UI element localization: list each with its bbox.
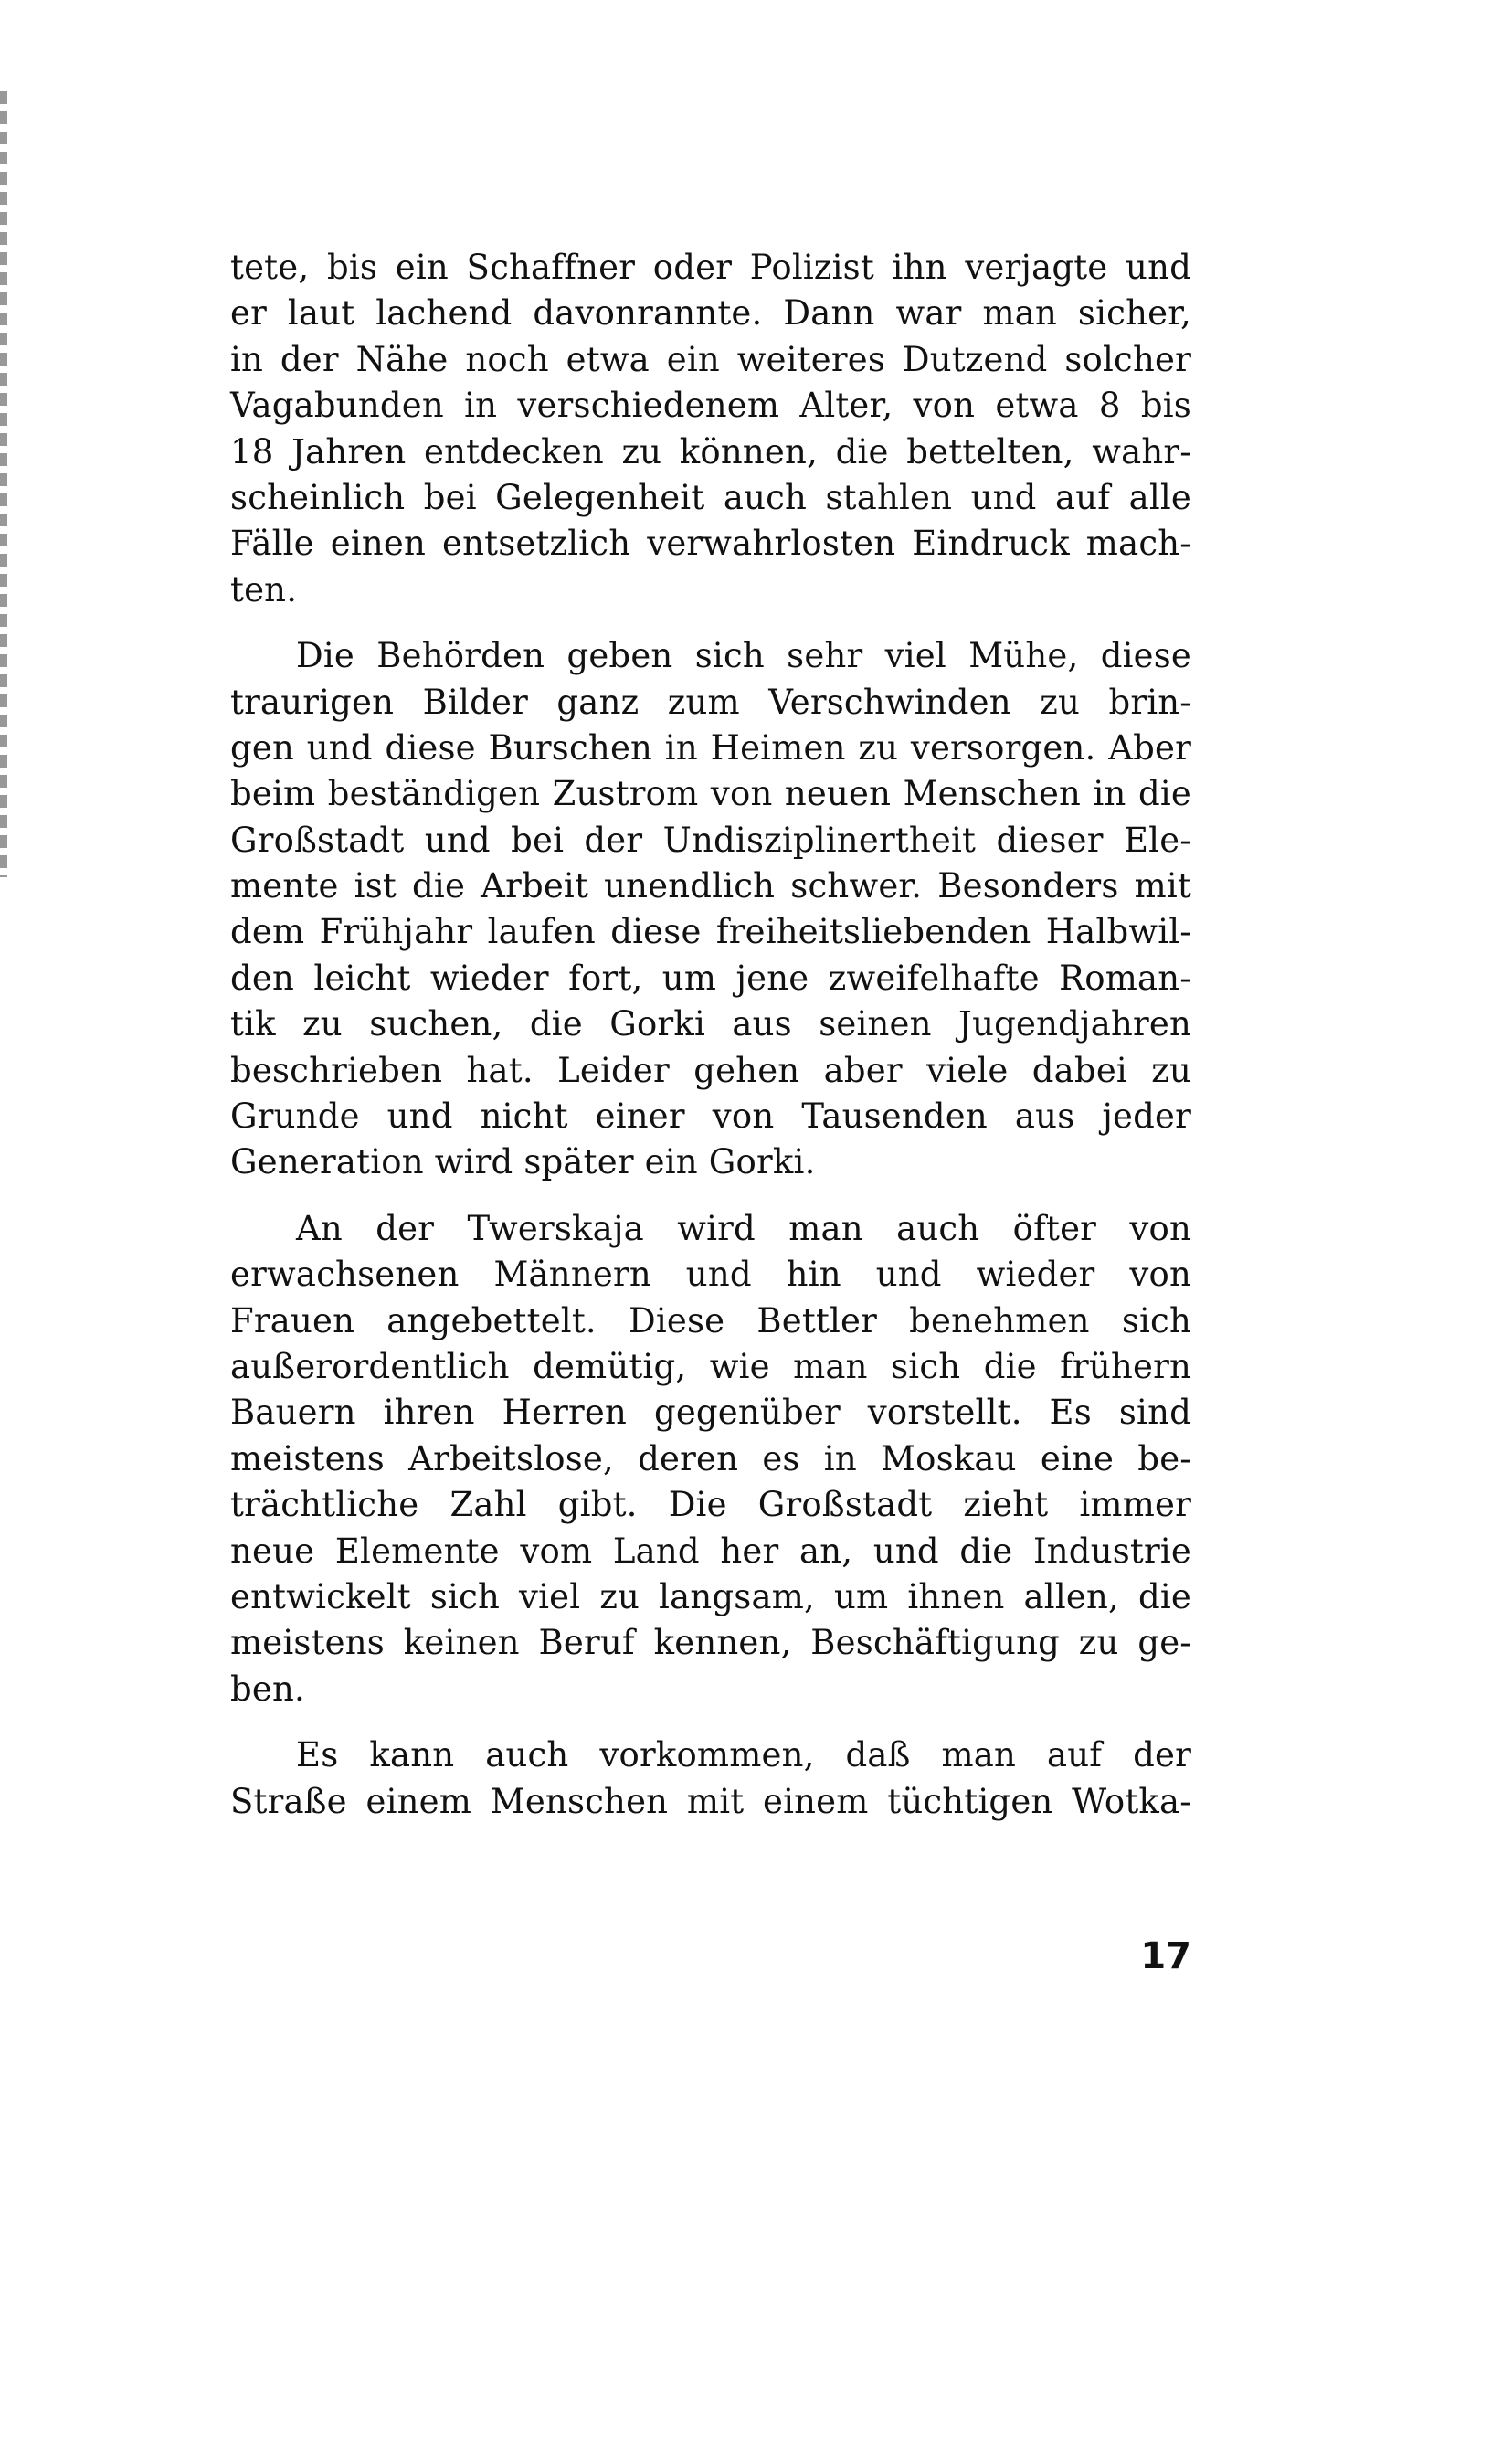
text-line: mente ist die Arbeit unendlich schwer. Besonders mit <box>230 866 1191 906</box>
text-line: neue Elemente vom Land her an, und die Industrie <box>230 1531 1191 1571</box>
text-line: ben. <box>230 1669 305 1709</box>
text-line: tete, bis ein Schaffner oder Polizist ihn verjagte und <box>230 248 1191 287</box>
text-line: Großstadt und bei der Undisziplinertheit dieser Ele- <box>230 820 1191 860</box>
text-line: meistens Arbeitslose, deren es in Moskau eine be- <box>230 1438 1191 1478</box>
text-line: Fälle einen entsetzlich verwahrlosten Eindruck mach- <box>230 524 1191 564</box>
text-line: Bauern ihren Herren gegenüber vorstellt. Es sind <box>230 1393 1191 1433</box>
text-line: Generation wird später ein Gorki. <box>230 1142 816 1182</box>
text-line: meistens keinen Beruf kennen, Beschäftigung zu ge- <box>230 1623 1191 1663</box>
paragraph-1 <box>230 245 1191 613</box>
paragraph-4 <box>230 1732 1191 1825</box>
paragraph-3 <box>230 1206 1191 1712</box>
text-line: Die Behörden geben sich sehr viel Mühe, diese <box>296 636 1191 676</box>
text-line: scheinlich bei Gelegenheit auch stahlen und auf alle <box>230 477 1191 517</box>
text-line: Vagabunden in verschiedenem Alter, von etwa 8 bis <box>230 386 1191 426</box>
text-line: erwachsenen Männern und hin und wieder von <box>230 1255 1191 1295</box>
text-line: er laut lachend davonrannte. Dann war man sicher, <box>230 293 1191 334</box>
text-line: Grunde und nicht einer von Tausenden aus jeder <box>230 1097 1191 1137</box>
text-line: An der Twerskaja wird man auch öfter von <box>296 1208 1191 1248</box>
text-line: traurigen Bilder ganz zum Verschwinden zu brin- <box>230 682 1191 722</box>
paragraph-2 <box>230 633 1191 1186</box>
text-line: tik zu suchen, die Gorki aus seinen Jugendjahren <box>230 1004 1191 1044</box>
text-line: Es kann auch vorkommen, daß man auf der <box>296 1735 1191 1775</box>
text-line: dem Frühjahr laufen diese freiheitsliebenden Halbwil- <box>230 912 1191 952</box>
body-text <box>230 245 1191 1825</box>
text-line: Frauen angebettelt. Diese Bettler benehmen sich <box>230 1300 1191 1340</box>
text-line: in der Nähe noch etwa ein weiteres Dutzend solcher <box>230 339 1191 379</box>
page-number: 17 <box>1140 1935 1191 1977</box>
text-line: trächtliche Zahl gibt. Die Großstadt zieht immer <box>230 1485 1191 1525</box>
text-line: beschrieben hat. Leider gehen aber viele dabei zu <box>230 1050 1191 1090</box>
text-line: gen und diese Burschen in Heimen zu versorgen. Aber <box>230 727 1191 768</box>
text-line: außerordentlich demütig, wie man sich die frühern <box>230 1346 1191 1386</box>
text-line: beim beständigen Zustrom von neuen Menschen in die <box>230 774 1191 814</box>
text-line: ten. <box>230 569 298 609</box>
text-line: entwickelt sich viel zu langsam, um ihnen allen, die <box>230 1576 1191 1616</box>
text-line: 18 Jahren entdecken zu können, die bettelten, wahr- <box>230 431 1191 472</box>
text-line: den leicht wieder fort, um jene zweifelhafte Roman- <box>230 958 1191 998</box>
text-line: Straße einem Menschen mit einem tüchtigen Wotka- <box>230 1781 1191 1821</box>
page-edge-shadow <box>0 91 7 877</box>
